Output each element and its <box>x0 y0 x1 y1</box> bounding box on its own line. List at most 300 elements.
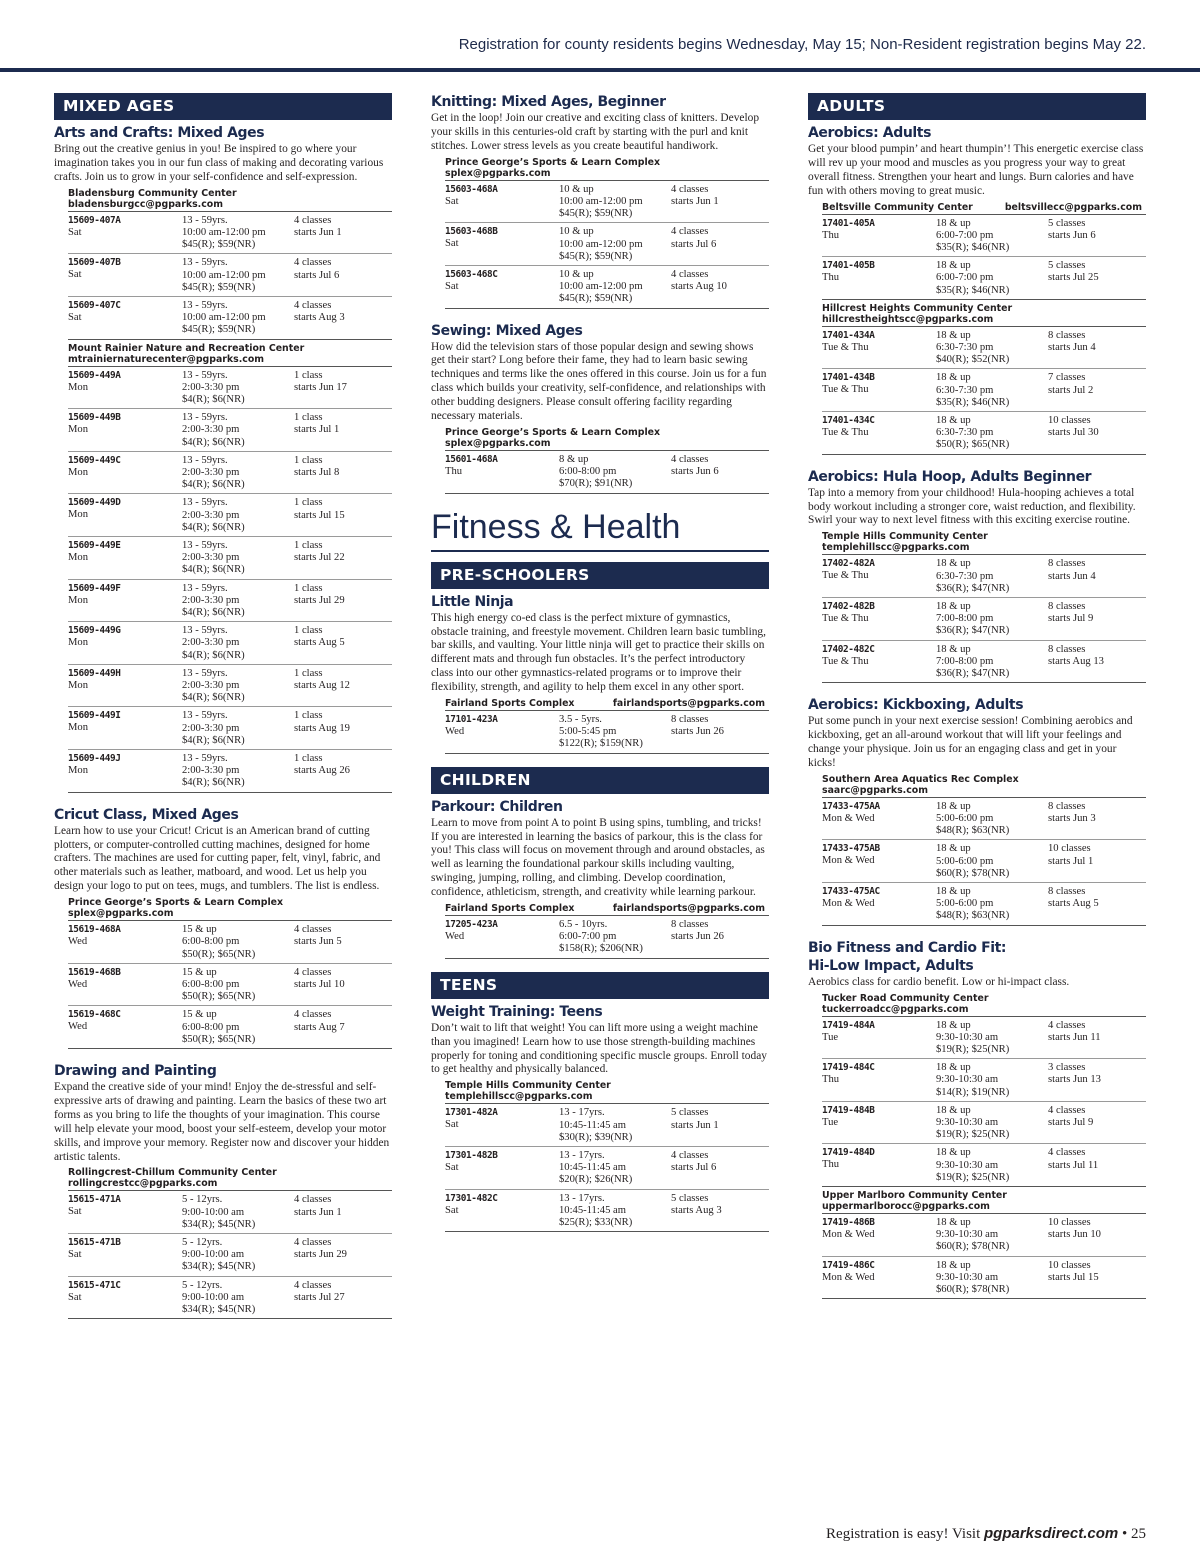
course-title: Aerobics: Adults <box>808 125 932 141</box>
course-description: Don’t wait to lift that weight! You can lift more using a weight machine than you imagined! Learn how to use those strength-building machines properly for toning and conditioning specific muscle groups. Enroll today to get healthy and physically balanced. <box>431 1021 767 1076</box>
course-code: 15601-468A <box>445 453 498 465</box>
meeting-time: 2:00-3:30 pm <box>182 381 240 393</box>
meeting-time: 10:00 am-12:00 pm <box>559 238 643 250</box>
offering-code-day <box>822 843 936 880</box>
start-date: starts Aug 19 <box>294 722 350 734</box>
offering-sessions <box>294 583 392 620</box>
course-description: Expand the creative side of your mind! Enjoy the de-stressful and self-expressive arts of drawing and painting. Learn the basics of these two art forms as you bring to life the thoughts of your imagination. This course will help elevate your mood, boost your self-esteem, develop your motor skills, and improve your memory. Register now and discover your hidden artistic talents. <box>54 1081 390 1163</box>
offering-sessions <box>294 370 392 407</box>
offering-sessions <box>294 1237 392 1274</box>
start-date: starts Aug 5 <box>1048 898 1099 910</box>
course-listing <box>54 1062 392 1319</box>
table-row[interactable] <box>68 367 392 410</box>
course-title: Aerobics: Kickboxing, Adults <box>808 697 1024 714</box>
meeting-day: Thu <box>445 465 463 477</box>
offering-code-day <box>822 1260 936 1297</box>
fee: $60(R); $78(NR) <box>936 867 1010 879</box>
offering-code-day <box>445 454 559 491</box>
start-date: starts Jun 26 <box>671 726 724 738</box>
course-title: Aerobics: Hula Hoop, Adults Beginner <box>808 468 1092 485</box>
table-row[interactable] <box>445 1104 769 1147</box>
facility-email[interactable]: saarc@pgparks.com <box>822 784 929 796</box>
age-range: 13 - 59yrs. <box>182 369 228 381</box>
start-date: starts Jun 5 <box>294 936 342 948</box>
course-code: 15609-449H <box>68 667 121 679</box>
facility-header <box>445 157 769 181</box>
meeting-time: 5:00-5:45 pm <box>559 726 617 738</box>
age-range: 13 - 17yrs. <box>559 1107 605 1119</box>
course-code: 15609-449B <box>68 412 121 424</box>
course-code: 15609-449J <box>68 753 121 765</box>
meeting-day: Tue <box>822 1031 839 1043</box>
offering-sessions <box>294 412 392 449</box>
table-row[interactable] <box>68 750 392 793</box>
offering-sessions <box>294 540 392 577</box>
fee: $4(R); $6(NR) <box>182 436 245 448</box>
offering-age-time-fee <box>936 1020 1048 1057</box>
meeting-time: 9:30-10:30 am <box>936 1229 999 1241</box>
facility-email[interactable]: templehillscc@pgparks.com <box>445 1091 593 1103</box>
course-description: Aerobics class for cardio benefit. Low or hi-impact class. <box>808 975 1070 988</box>
table-row[interactable] <box>445 711 769 754</box>
age-range: 13 - 59yrs. <box>182 412 228 424</box>
offering-sessions <box>671 714 769 751</box>
fee: $40(R); $52(NR) <box>936 354 1010 366</box>
meeting-time: 9:00-10:00 am <box>182 1249 245 1261</box>
facility-header <box>822 531 1146 555</box>
age-range: 13 - 59yrs. <box>182 582 228 594</box>
start-date: starts Aug 12 <box>294 680 350 692</box>
offering-code-day <box>822 330 936 367</box>
meeting-day: Mon <box>68 381 89 393</box>
facility-email[interactable]: templehillscc@pgparks.com <box>822 542 970 554</box>
offering-age-time-fee <box>182 455 294 492</box>
facility-email[interactable]: mtrainiernaturecenter@pgparks.com <box>68 353 265 365</box>
facility-name: Beltsville Community Center <box>822 201 973 213</box>
offering-sessions <box>671 184 769 221</box>
age-range: 13 - 17yrs. <box>559 1149 605 1161</box>
table-row[interactable] <box>822 883 1146 926</box>
fee: $50(R); $65(NR) <box>182 991 256 1003</box>
offering-sessions <box>294 625 392 662</box>
meeting-day: Tue & Thu <box>822 341 869 353</box>
table-row[interactable] <box>822 555 1146 598</box>
table-row[interactable] <box>68 1234 392 1277</box>
table-row[interactable] <box>822 1102 1146 1145</box>
category-banner: TEENS <box>431 972 769 999</box>
offering-table <box>822 798 1146 926</box>
facility-email[interactable]: beltsvillecc@pgparks.com <box>1004 201 1142 213</box>
offering-sessions <box>294 300 392 337</box>
table-row[interactable] <box>822 798 1146 841</box>
offering-age-time-fee <box>936 1217 1048 1254</box>
offering-sessions <box>1048 218 1146 255</box>
class-count: 8 classes <box>1048 558 1086 570</box>
table-row[interactable] <box>445 916 769 959</box>
offering-table <box>822 327 1146 455</box>
offering-code-day <box>822 1217 936 1254</box>
offering-sessions <box>1048 1020 1146 1057</box>
fee: $35(R); $46(NR) <box>936 284 1010 296</box>
fee: $4(R); $6(NR) <box>182 479 245 491</box>
table-row[interactable] <box>68 964 392 1007</box>
meeting-day: Tue & Thu <box>822 613 869 624</box>
category-banner: MIXED AGES <box>54 93 392 120</box>
table-row[interactable] <box>822 641 1146 684</box>
fee: $50(R); $65(NR) <box>936 439 1010 451</box>
offering-sessions <box>1048 886 1146 923</box>
class-count: 5 classes <box>1048 217 1086 229</box>
fee: $4(R); $6(NR) <box>182 607 245 618</box>
offering-sessions <box>294 1009 392 1046</box>
offering-age-time-fee <box>559 269 671 306</box>
offering-table <box>68 212 392 340</box>
offering-code-day <box>445 919 559 956</box>
offering-age-time-fee <box>182 668 294 705</box>
offering-age-time-fee <box>559 226 671 263</box>
meeting-time: 10:00 am-12:00 pm <box>559 281 643 293</box>
offering-age-time-fee <box>936 601 1048 638</box>
meeting-day: Thu <box>822 1074 840 1086</box>
meeting-day: Sat <box>68 1206 82 1218</box>
course-title: Sewing: Mixed Ages <box>431 322 583 339</box>
table-row[interactable] <box>68 707 392 750</box>
course-title: Little Ninja <box>431 593 514 610</box>
offering-code-day <box>822 558 936 595</box>
meeting-time: 9:30-10:30 am <box>936 1117 999 1128</box>
age-range: 18 & up <box>936 1104 971 1116</box>
course-description: Learn how to use your Cricut! Cricut is an American brand of cutting plotters, or computer-controlled cutting machines, designed for home crafters. The machines are used for cutting paper, felt, vinyl, fabric, and other materials such as leather, matboard, and wood. Let us help you design your logo to put on tees, mugs, and tumblers. The list is endless. <box>54 824 381 893</box>
offering-table <box>445 1104 769 1232</box>
meeting-day: Wed <box>445 726 465 738</box>
offering-table <box>445 181 769 309</box>
meeting-day: Mon <box>68 509 89 521</box>
fee: $34(R); $45(NR) <box>182 1261 256 1273</box>
table-row[interactable] <box>822 327 1146 370</box>
offering-code-day <box>68 412 182 449</box>
class-count: 4 classes <box>294 1279 332 1291</box>
course-code: 17401-405B <box>822 260 875 272</box>
offering-sessions <box>671 919 769 956</box>
fee: $4(R); $6(NR) <box>182 734 245 746</box>
class-count: 8 classes <box>1048 886 1086 898</box>
table-row[interactable] <box>68 452 392 495</box>
age-range: 13 - 59yrs. <box>182 257 228 269</box>
table-row[interactable] <box>68 580 392 623</box>
offering-age-time-fee <box>182 257 294 294</box>
fee: $122(R); $159(NR) <box>559 738 643 750</box>
course-code: 15615-471C <box>68 1279 121 1291</box>
table-row[interactable] <box>822 1144 1146 1187</box>
facility-email[interactable]: bladensburgcc@pgparks.com <box>68 198 224 210</box>
offering-sessions <box>671 1193 769 1230</box>
table-row[interactable] <box>822 1214 1146 1257</box>
course-code: 15603-468A <box>445 183 498 195</box>
facility-line <box>445 698 769 709</box>
age-range: 18 & up <box>936 558 971 570</box>
table-row[interactable] <box>68 297 392 340</box>
offering-age-time-fee <box>182 625 294 662</box>
offering-age-time-fee <box>559 1193 671 1230</box>
table-row[interactable] <box>822 1257 1146 1300</box>
offering-code-day <box>68 257 182 294</box>
footer-url[interactable]: pgparksdirect.com <box>984 1525 1119 1542</box>
fee: $50(R); $65(NR) <box>182 1033 256 1045</box>
course-code: 15619-468B <box>68 966 121 978</box>
table-row[interactable] <box>822 1059 1146 1102</box>
table-row[interactable] <box>68 254 392 297</box>
meeting-time: 9:00-10:00 am <box>182 1291 245 1303</box>
column-1 <box>54 93 392 1332</box>
course-code: 15609-407C <box>68 299 121 311</box>
offering-code-day <box>822 415 936 452</box>
meeting-day: Mon & Wed <box>822 855 875 867</box>
meeting-time: 10:45-11:45 am <box>559 1119 626 1131</box>
course-title: Knitting: Mixed Ages, Beginner <box>431 94 666 110</box>
age-range: 18 & up <box>936 1019 971 1031</box>
meeting-day: Tue <box>822 1116 839 1128</box>
table-row[interactable] <box>822 1017 1146 1060</box>
course-code: 17401-434C <box>822 415 875 427</box>
facility-email[interactable]: splex@pgparks.com <box>445 167 551 179</box>
offering-sessions <box>671 1150 769 1187</box>
course-code: 17433-475AC <box>822 886 880 898</box>
meeting-day: Tue & Thu <box>822 655 869 667</box>
offering-age-time-fee <box>936 558 1048 595</box>
offering-age-time-fee <box>182 370 294 407</box>
facility-name: Mount Rainier Nature and Recreation Center <box>68 342 305 354</box>
course-code: 17402-482A <box>822 558 875 570</box>
meeting-time: 6:00-7:00 pm <box>559 931 617 943</box>
offering-code-day <box>68 1280 182 1317</box>
facility-name: Prince George’s Sports & Learn Complex <box>68 897 284 909</box>
fee: $48(R); $63(NR) <box>936 910 1010 922</box>
start-date: starts Jun 11 <box>1048 1031 1101 1043</box>
class-count: 4 classes <box>294 924 332 936</box>
class-count: 1 class <box>294 369 323 381</box>
course-code: 17401-434A <box>822 329 875 341</box>
age-range: 18 & up <box>936 1259 971 1271</box>
facility-email[interactable]: fairlandsports@pgparks.com <box>612 698 765 710</box>
fee: $19(R); $25(NR) <box>936 1129 1010 1141</box>
meeting-time: 6:00-8:00 pm <box>182 936 240 948</box>
class-count: 10 classes <box>1048 415 1091 427</box>
meeting-time: 10:45-11:45 am <box>559 1204 626 1216</box>
start-date: starts Jun 1 <box>294 226 342 238</box>
facility-header <box>68 897 392 921</box>
offering-age-time-fee <box>182 967 294 1004</box>
offering-sessions <box>1048 372 1146 409</box>
meeting-day: Sat <box>445 1161 459 1173</box>
course-listing <box>431 593 769 754</box>
column-2 <box>431 93 769 1245</box>
start-date: starts Jun 3 <box>1048 813 1096 825</box>
age-range: 18 & up <box>936 886 971 898</box>
start-date: starts Jul 6 <box>671 1162 717 1174</box>
offering-sessions <box>1048 843 1146 880</box>
meeting-time: 10:00 am-12:00 pm <box>559 195 643 207</box>
offering-sessions <box>671 1107 769 1144</box>
age-range: 18 & up <box>936 260 971 272</box>
table-row[interactable] <box>68 409 392 452</box>
table-row[interactable] <box>68 494 392 537</box>
meeting-time: 10:00 am-12:00 pm <box>182 269 266 281</box>
table-row[interactable] <box>445 1147 769 1190</box>
facility-header <box>68 188 392 212</box>
offering-age-time-fee <box>182 497 294 534</box>
meeting-day: Mon & Wed <box>822 1271 875 1283</box>
footer-prefix: Registration is easy! Visit <box>826 1526 985 1542</box>
category-banner: ADULTS <box>808 93 1146 120</box>
facility-name: Hillcrest Heights Community Center <box>822 302 1013 314</box>
offering-age-time-fee <box>182 1237 294 1274</box>
table-row[interactable] <box>445 1190 769 1233</box>
course-code: 17433-475AA <box>822 800 880 812</box>
fee: $4(R); $6(NR) <box>182 777 245 789</box>
facility-email[interactable]: splex@pgparks.com <box>68 908 174 920</box>
class-count: 1 class <box>294 412 323 424</box>
meeting-time: 6:30-7:30 pm <box>936 570 994 582</box>
offering-sessions <box>294 497 392 534</box>
class-count: 5 classes <box>671 1192 709 1204</box>
age-range: 13 - 59yrs. <box>182 753 228 765</box>
facility-email[interactable]: hillcrestheightscc@pgparks.com <box>822 313 994 325</box>
age-range: 5 - 12yrs. <box>182 1279 223 1291</box>
table-row[interactable] <box>68 622 392 665</box>
facility-email[interactable]: tuckerroadcc@pgparks.com <box>822 1003 969 1015</box>
table-row[interactable] <box>822 369 1146 412</box>
course-description: Tap into a memory from your childhood! Hula-hooping achieves a total body workout including a stronger core, waist reduction, and flexibility. Swirl your way to next level fitness with this exciting exercise routine. <box>808 486 1136 527</box>
offering-table <box>822 1214 1146 1299</box>
course-code: 17419-484C <box>822 1062 875 1074</box>
offering-age-time-fee <box>182 1194 294 1231</box>
course-code: 17419-486B <box>822 1217 875 1229</box>
start-date: starts Jun 1 <box>294 1206 342 1218</box>
offering-code-day <box>822 1020 936 1057</box>
class-count: 5 classes <box>671 1107 709 1119</box>
facility-email[interactable]: rollingcrestcc@pgparks.com <box>68 1178 218 1190</box>
course-code: 17402-482C <box>822 643 875 655</box>
offering-age-time-fee <box>182 412 294 449</box>
start-date: starts Aug 13 <box>1048 655 1104 667</box>
age-range: 18 & up <box>936 1062 971 1074</box>
fee: $14(R); $19(NR) <box>936 1086 1010 1098</box>
facility-email[interactable]: uppermarlborocc@pgparks.com <box>822 1201 990 1213</box>
offering-age-time-fee <box>936 260 1048 297</box>
class-count: 1 class <box>294 625 323 637</box>
meeting-time: 6:00-8:00 pm <box>182 1021 240 1033</box>
table-row[interactable] <box>68 537 392 580</box>
course-code: 15609-449C <box>68 454 121 466</box>
table-row[interactable] <box>68 1006 392 1049</box>
course-code: 17419-484A <box>822 1019 875 1031</box>
course-listing <box>431 93 769 309</box>
offering-sessions <box>294 455 392 492</box>
class-count: 4 classes <box>294 257 332 269</box>
facility-line <box>445 903 769 914</box>
meeting-time: 2:00-3:30 pm <box>182 466 240 478</box>
offering-age-time-fee <box>182 753 294 790</box>
table-row[interactable] <box>445 266 769 309</box>
fee: $4(R); $6(NR) <box>182 393 245 405</box>
course-code: 17419-484D <box>822 1147 875 1159</box>
course-title: Bio Fitness and Cardio Fit: <box>808 939 1007 956</box>
offering-code-day <box>822 260 936 297</box>
facility-name: Rollingcrest-Chillum Community Center <box>68 1167 277 1179</box>
course-code: 17402-482B <box>822 601 875 612</box>
table-row[interactable] <box>445 223 769 266</box>
meeting-time: 7:00-8:00 pm <box>936 655 994 667</box>
table-row[interactable] <box>822 412 1146 455</box>
offering-code-day <box>822 372 936 409</box>
class-count: 4 classes <box>294 214 332 226</box>
offering-code-day <box>445 1193 559 1230</box>
table-row[interactable] <box>68 665 392 708</box>
meeting-time: 10:00 am-12:00 pm <box>182 312 266 324</box>
start-date: starts Aug 3 <box>294 312 345 324</box>
class-count: 1 class <box>294 582 323 594</box>
meeting-time: 2:00-3:30 pm <box>182 680 240 692</box>
table-row[interactable] <box>68 1277 392 1320</box>
facility-email[interactable]: splex@pgparks.com <box>445 437 551 449</box>
age-range: 18 & up <box>936 1147 971 1159</box>
offering-age-time-fee <box>936 372 1048 409</box>
course-listing <box>431 798 769 959</box>
table-row[interactable] <box>822 840 1146 883</box>
offering-code-day <box>445 226 559 263</box>
table-row[interactable] <box>68 212 392 255</box>
meeting-day: Mon <box>68 722 89 734</box>
course-title: Drawing and Painting <box>54 1063 217 1079</box>
facility-email[interactable]: fairlandsports@pgparks.com <box>612 903 765 915</box>
class-count: 4 classes <box>671 1149 709 1161</box>
start-date: starts Jun 4 <box>1048 342 1096 354</box>
table-row[interactable] <box>822 598 1146 641</box>
meeting-time: 2:00-3:30 pm <box>182 424 240 436</box>
table-row[interactable] <box>68 1191 392 1234</box>
age-range: 10 & up <box>559 183 594 195</box>
start-date: starts Aug 7 <box>294 1021 345 1033</box>
table-row[interactable] <box>822 257 1146 300</box>
meeting-day: Thu <box>822 1159 840 1171</box>
course-code: 17419-486C <box>822 1259 875 1271</box>
meeting-day: Sat <box>445 1119 459 1131</box>
meeting-day: Tue & Thu <box>822 570 869 582</box>
offering-age-time-fee <box>936 1062 1048 1099</box>
class-count: 8 classes <box>1048 601 1086 612</box>
offering-code-day <box>68 967 182 1004</box>
class-count: 10 classes <box>1048 1259 1091 1271</box>
offering-age-time-fee <box>936 886 1048 923</box>
start-date: starts Jul 15 <box>1048 1271 1099 1283</box>
offering-sessions <box>1048 601 1146 638</box>
table-row[interactable] <box>68 921 392 964</box>
offering-sessions <box>1048 801 1146 838</box>
course-listing <box>808 468 1146 684</box>
offering-age-time-fee <box>182 215 294 252</box>
meeting-time: 9:00-10:00 am <box>182 1206 245 1218</box>
offering-code-day <box>68 540 182 577</box>
facility-header <box>445 427 769 451</box>
table-row[interactable] <box>445 181 769 224</box>
meeting-day: Thu <box>822 229 840 241</box>
top-header <box>0 36 1200 52</box>
age-range: 15 & up <box>182 966 217 978</box>
table-row[interactable] <box>445 451 769 494</box>
table-row[interactable] <box>822 215 1146 258</box>
age-range: 13 - 59yrs. <box>182 625 228 637</box>
meeting-day: Tue & Thu <box>822 427 869 439</box>
